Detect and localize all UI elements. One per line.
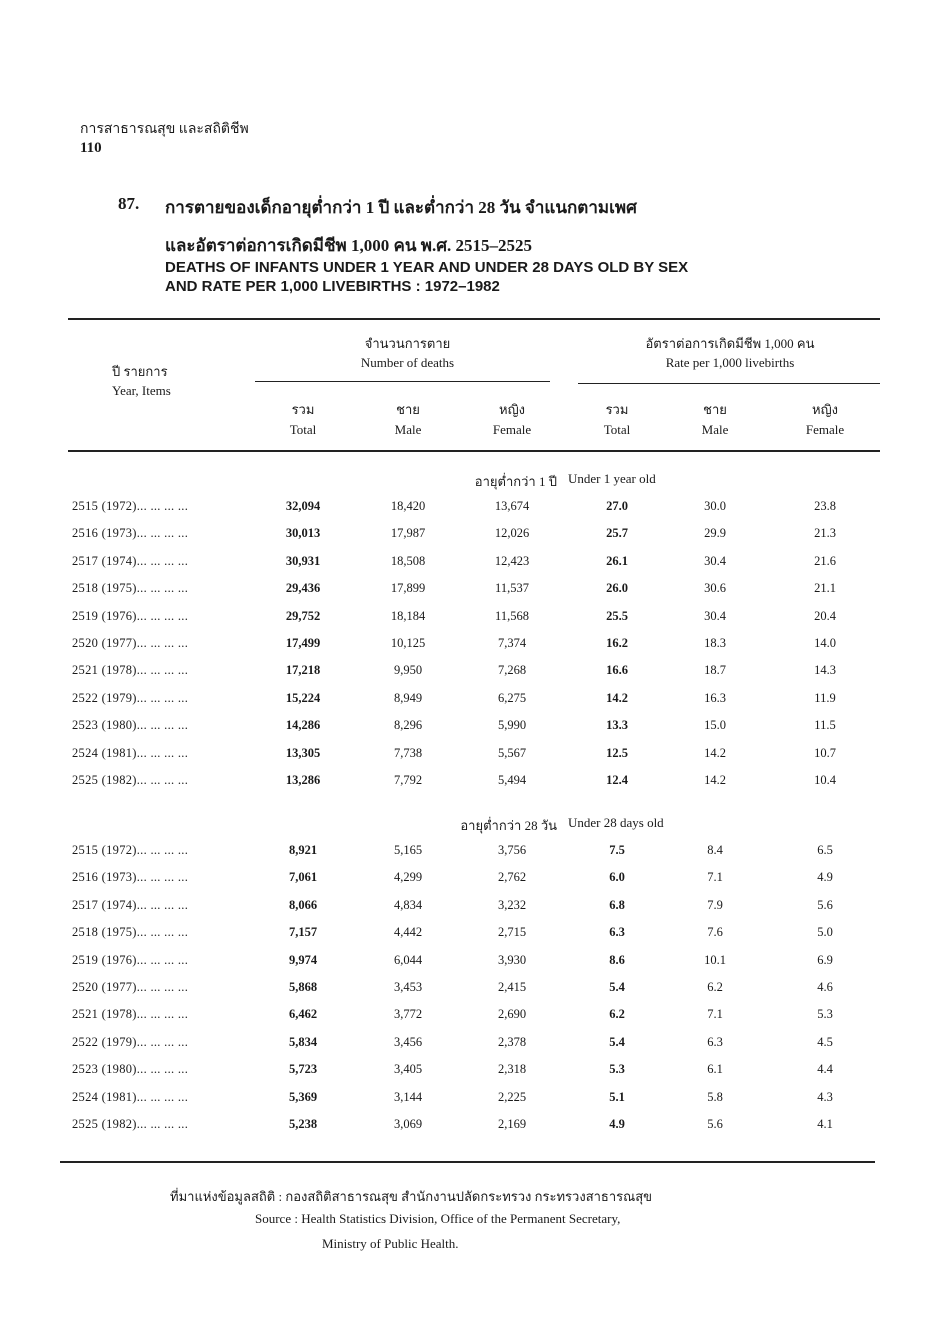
row-year: 2521 (1978)... ... ... ... xyxy=(72,663,189,678)
column-header xyxy=(572,400,662,440)
row-year: 2515 (1972)... ... ... ... xyxy=(72,843,189,857)
table-cell: 11,568 xyxy=(495,608,529,623)
row-year: 2515 (1972)... ... ... ... xyxy=(72,499,189,513)
table-cell: 23.8 xyxy=(814,499,836,513)
table-cell: 5.0 xyxy=(817,925,833,940)
table-cell: 11,537 xyxy=(495,581,529,596)
column-header-english: Male xyxy=(394,422,422,437)
table-row xyxy=(0,636,941,663)
table-cell: 11.5 xyxy=(814,718,836,733)
table-cell: 5,834 xyxy=(288,1034,318,1049)
table-row xyxy=(0,1090,941,1117)
table-row xyxy=(0,581,941,608)
table-cell: 4.9 xyxy=(609,1117,625,1131)
table-row xyxy=(0,953,941,980)
row-year: 2520 (1977)... ... ... ... xyxy=(72,980,189,994)
table-cell: 14.2 xyxy=(704,773,726,787)
column-header-thai: รวม xyxy=(605,402,629,417)
table-cell: 16.3 xyxy=(704,690,726,705)
table-cell: 18.7 xyxy=(704,663,726,678)
row-year: 2524 (1981)... ... ... ... xyxy=(72,1089,189,1104)
table-cell: 8.4 xyxy=(707,843,723,857)
table-cell: 5,990 xyxy=(497,718,527,733)
rate-header-thai: อัตราต่อการเกิดมีชีพ 1,000 คน xyxy=(645,336,815,351)
row-year: 2524 (1981)... ... ... ... xyxy=(72,745,189,760)
table-cell: 8.6 xyxy=(609,952,625,967)
title-english-line1: DEATHS OF INFANTS UNDER 1 YEAR AND UNDER 28 DAYS OLD BY SEX xyxy=(165,259,689,276)
table-cell: 7.1 xyxy=(707,870,723,885)
table-cell: 4,834 xyxy=(393,897,423,912)
column-header xyxy=(363,400,453,440)
row-year: 2516 (1973)... ... ... ... xyxy=(72,870,189,885)
table-row xyxy=(0,554,941,581)
row-year: 2521 (1978)... ... ... ... xyxy=(72,1007,189,1022)
column-header-english: Total xyxy=(603,422,631,437)
table-cell: 10.1 xyxy=(704,952,726,967)
table-cell: 7.6 xyxy=(707,925,723,940)
source-english-line2: Ministry of Public Health. xyxy=(322,1236,459,1251)
table-cell: 8,921 xyxy=(288,843,318,857)
table-cell: 21.3 xyxy=(814,526,836,541)
table-cell: 2,690 xyxy=(497,1007,527,1022)
table-cell: 4,442 xyxy=(393,925,423,940)
table-cell: 17,899 xyxy=(390,581,426,596)
row-year: 2523 (1980)... ... ... ... xyxy=(72,1062,189,1077)
table-top-rule xyxy=(68,318,880,320)
table-row xyxy=(0,746,941,773)
table-cell: 15.0 xyxy=(704,718,726,733)
table-cell: 13,674 xyxy=(494,499,530,513)
table-row xyxy=(0,691,941,718)
table-cell: 5,723 xyxy=(288,1062,318,1077)
table-cell: 6.0 xyxy=(609,870,625,885)
source-thai: ที่มาแห่งข้อมูลสถิติ : กองสถิติสาธารณสุข สำนักงานปลัดกระทรวง กระทรวงสาธารณสุข xyxy=(170,1189,653,1204)
column-header-english: Female xyxy=(805,422,845,437)
table-cell: 7,268 xyxy=(497,663,527,678)
table-cell: 4.9 xyxy=(817,870,833,885)
table-cell: 5,369 xyxy=(288,1089,318,1104)
table-cell: 30,013 xyxy=(285,526,321,541)
table-cell: 13.3 xyxy=(606,718,628,733)
table-row xyxy=(0,609,941,636)
table-cell: 30.0 xyxy=(704,499,726,513)
deaths-header-english: Number of deaths xyxy=(360,355,455,370)
table-cell: 3,069 xyxy=(393,1117,423,1131)
table-cell: 7,157 xyxy=(288,925,318,940)
table-cell: 26.1 xyxy=(606,553,628,568)
table-cell: 12.4 xyxy=(606,773,628,787)
table-cell: 15,224 xyxy=(285,690,321,705)
table-cell: 26.0 xyxy=(606,581,628,596)
table-row xyxy=(0,1062,941,1089)
row-year: 2516 (1973)... ... ... ... xyxy=(72,526,189,541)
table-cell: 8,296 xyxy=(393,718,423,733)
table-cell: 3,930 xyxy=(497,952,527,967)
table-cell: 7,792 xyxy=(393,773,423,787)
table-cell: 6.3 xyxy=(707,1034,723,1049)
table-cell: 6.8 xyxy=(609,897,625,912)
table-cell: 20.4 xyxy=(814,608,836,623)
table-cell: 2,169 xyxy=(497,1117,527,1131)
table-row xyxy=(0,898,941,925)
table-cell: 5.1 xyxy=(609,1089,625,1104)
table-cell: 16.2 xyxy=(606,636,628,650)
title-thai-line2: และอัตราต่อการเกิดมีชีพ 1,000 คน พ.ศ. 2515–2525 xyxy=(165,236,532,255)
table-cell: 11.9 xyxy=(814,690,836,705)
rate-group-header xyxy=(600,334,860,372)
table-cell: 16.6 xyxy=(606,663,628,678)
deaths-header-thai: จำนวนการตาย xyxy=(364,336,451,351)
table-cell: 6.3 xyxy=(609,925,625,940)
row-year: 2525 (1982)... ... ... ... xyxy=(72,1117,189,1131)
table-cell: 3,232 xyxy=(497,897,527,912)
column-header-english: Male xyxy=(701,422,729,437)
table-row xyxy=(0,870,941,897)
table-cell: 5,494 xyxy=(497,773,527,787)
column-header-thai: ชาย xyxy=(396,402,420,417)
table-cell: 13,305 xyxy=(285,745,321,760)
table-cell: 21.1 xyxy=(814,581,836,596)
table-cell: 6,275 xyxy=(497,690,527,705)
section-label-english: Under 28 days old xyxy=(568,815,664,830)
section-label-thai: อายุต่ำกว่า 28 วัน xyxy=(460,818,557,833)
table-row xyxy=(0,718,941,745)
table-cell: 12.5 xyxy=(606,745,628,760)
column-header-thai: หญิง xyxy=(499,402,525,417)
table-row xyxy=(0,499,941,526)
table-cell: 17,218 xyxy=(285,663,321,678)
table-cell: 14.0 xyxy=(814,636,836,650)
table-cell: 4.5 xyxy=(817,1034,833,1049)
table-cell: 4.6 xyxy=(817,980,833,994)
table-cell: 32,094 xyxy=(285,499,321,513)
table-cell: 6.9 xyxy=(817,952,833,967)
row-year: 2522 (1979)... ... ... ... xyxy=(72,1034,189,1049)
table-cell: 14.3 xyxy=(814,663,836,678)
table-cell: 18.3 xyxy=(704,636,726,650)
section-label-thai: อายุต่ำกว่า 1 ปี xyxy=(474,474,557,489)
table-row xyxy=(0,1035,941,1062)
table-cell: 10.7 xyxy=(814,745,836,760)
table-cell: 17,499 xyxy=(285,636,321,650)
table-cell: 6.5 xyxy=(817,843,833,857)
table-cell: 2,378 xyxy=(497,1034,527,1049)
table-cell: 7,061 xyxy=(288,870,318,885)
table-cell: 6.2 xyxy=(609,1007,625,1022)
table-cell: 14.2 xyxy=(606,690,628,705)
table-cell: 30.4 xyxy=(704,608,726,623)
table-cell: 2,762 xyxy=(497,870,527,885)
table-cell: 18,184 xyxy=(390,608,426,623)
column-header-english: Total xyxy=(289,422,317,437)
table-cell: 6.2 xyxy=(707,980,723,994)
column-header-thai: รวม xyxy=(291,402,315,417)
table-cell: 2,715 xyxy=(497,925,527,940)
table-cell: 17,987 xyxy=(390,526,426,541)
row-year: 2519 (1976)... ... ... ... xyxy=(72,608,189,623)
table-cell: 18,420 xyxy=(390,499,426,513)
table-cell: 4,299 xyxy=(393,870,423,885)
table-cell: 6,462 xyxy=(288,1007,318,1022)
row-year: 2522 (1979)... ... ... ... xyxy=(72,690,189,705)
deaths-group-header xyxy=(320,334,495,372)
table-row xyxy=(0,843,941,870)
table-cell: 9,974 xyxy=(288,952,318,967)
table-cell: 3,756 xyxy=(497,843,527,857)
row-year: 2518 (1975)... ... ... ... xyxy=(72,581,189,596)
table-cell: 2,415 xyxy=(497,980,527,994)
table-cell: 29,436 xyxy=(285,581,321,596)
stub-header-english: Year, Items xyxy=(112,383,171,398)
table-cell: 7.9 xyxy=(707,897,723,912)
table-row xyxy=(0,1117,941,1144)
column-header xyxy=(258,400,348,440)
table-cell: 9,950 xyxy=(393,663,423,678)
column-header-english: Female xyxy=(492,422,532,437)
title-english-line2: AND RATE PER 1,000 LIVEBIRTHS : 1972–1982 xyxy=(165,278,500,295)
table-cell: 7.5 xyxy=(609,843,625,857)
table-cell: 29,752 xyxy=(285,608,321,623)
column-header-thai: ชาย xyxy=(703,402,727,417)
table-cell: 5,238 xyxy=(288,1117,318,1131)
table-cell: 29.9 xyxy=(704,526,726,541)
table-cell: 3,405 xyxy=(393,1062,423,1077)
table-cell: 6,044 xyxy=(393,952,423,967)
column-header-thai: หญิง xyxy=(812,402,838,417)
stub-header xyxy=(112,362,171,400)
table-cell: 3,453 xyxy=(393,980,423,994)
table-cell: 12,026 xyxy=(494,526,530,541)
table-row xyxy=(0,663,941,690)
column-header xyxy=(780,400,870,440)
row-year: 2525 (1982)... ... ... ... xyxy=(72,773,189,787)
table-cell: 3,456 xyxy=(393,1034,423,1049)
row-year: 2518 (1975)... ... ... ... xyxy=(72,925,189,940)
table-cell: 5,567 xyxy=(497,745,527,760)
table-cell: 4.1 xyxy=(817,1117,833,1131)
table-row xyxy=(0,773,941,800)
table-cell: 14.2 xyxy=(704,745,726,760)
table-cell: 27.0 xyxy=(606,499,628,513)
table-cell: 5.4 xyxy=(609,980,625,994)
table-cell: 25.7 xyxy=(606,526,628,541)
table-cell: 7,738 xyxy=(393,745,423,760)
table-cell: 2,318 xyxy=(497,1062,527,1077)
table-number: 87. xyxy=(118,194,140,213)
table-cell: 3,144 xyxy=(393,1089,423,1104)
table-cell: 25.5 xyxy=(606,608,628,623)
table-cell: 5,165 xyxy=(393,843,423,857)
rate-header-english: Rate per 1,000 livebirths xyxy=(665,355,795,370)
stub-header-thai: ปี รายการ xyxy=(112,364,168,379)
table-row xyxy=(0,526,941,553)
deaths-group-rule xyxy=(255,381,550,382)
table-cell: 12,423 xyxy=(494,553,530,568)
table-cell: 8,066 xyxy=(288,897,318,912)
table-cell: 5.6 xyxy=(707,1117,723,1131)
row-year: 2523 (1980)... ... ... ... xyxy=(72,718,189,733)
table-cell: 2,225 xyxy=(497,1089,527,1104)
table-cell: 5,868 xyxy=(288,980,318,994)
table-cell: 7.1 xyxy=(707,1007,723,1022)
table-cell: 4.4 xyxy=(817,1062,833,1077)
table-cell: 7,374 xyxy=(497,636,527,650)
table-cell: 13,286 xyxy=(285,773,321,787)
table-cell: 3,772 xyxy=(393,1007,423,1022)
table-cell: 4.3 xyxy=(817,1089,833,1104)
page-number: 110 xyxy=(80,140,102,156)
table-cell: 5.8 xyxy=(707,1089,723,1104)
table-cell: 18,508 xyxy=(390,553,426,568)
table-cell: 5.6 xyxy=(817,897,833,912)
table-cell: 14,286 xyxy=(285,718,321,733)
table-cell: 10.4 xyxy=(814,773,836,787)
row-year: 2517 (1974)... ... ... ... xyxy=(72,553,189,568)
row-year: 2519 (1976)... ... ... ... xyxy=(72,952,189,967)
table-cell: 21.6 xyxy=(814,553,836,568)
table-cell: 10,125 xyxy=(390,636,426,650)
table-cell: 5.4 xyxy=(609,1034,625,1049)
row-year: 2517 (1974)... ... ... ... xyxy=(72,897,189,912)
table-cell: 30.4 xyxy=(704,553,726,568)
table-header-rule xyxy=(68,450,880,452)
table-cell: 8,949 xyxy=(393,690,423,705)
table-row xyxy=(0,925,941,952)
table-bottom-rule xyxy=(60,1161,875,1163)
table-row xyxy=(0,1007,941,1034)
source-english-line1: Source : Health Statistics Division, Office of the Permanent Secretary, xyxy=(255,1211,621,1226)
row-year: 2520 (1977)... ... ... ... xyxy=(72,636,189,650)
table-cell: 5.3 xyxy=(609,1062,625,1077)
section-label-english: Under 1 year old xyxy=(568,471,656,486)
table-cell: 5.3 xyxy=(817,1007,833,1022)
table-cell: 30,931 xyxy=(285,553,321,568)
column-header xyxy=(670,400,760,440)
rate-group-rule xyxy=(578,383,880,384)
table-cell: 30.6 xyxy=(704,581,726,596)
column-header xyxy=(467,400,557,440)
table-cell: 6.1 xyxy=(707,1062,723,1077)
table-row xyxy=(0,980,941,1007)
running-head: การสาธารณสุข และสถิติชีพ xyxy=(80,122,249,137)
title-thai-line1: การตายของเด็กอายุต่ำกว่า 1 ปี และต่ำกว่า 28 วัน จำแนกตามเพศ xyxy=(165,198,637,217)
